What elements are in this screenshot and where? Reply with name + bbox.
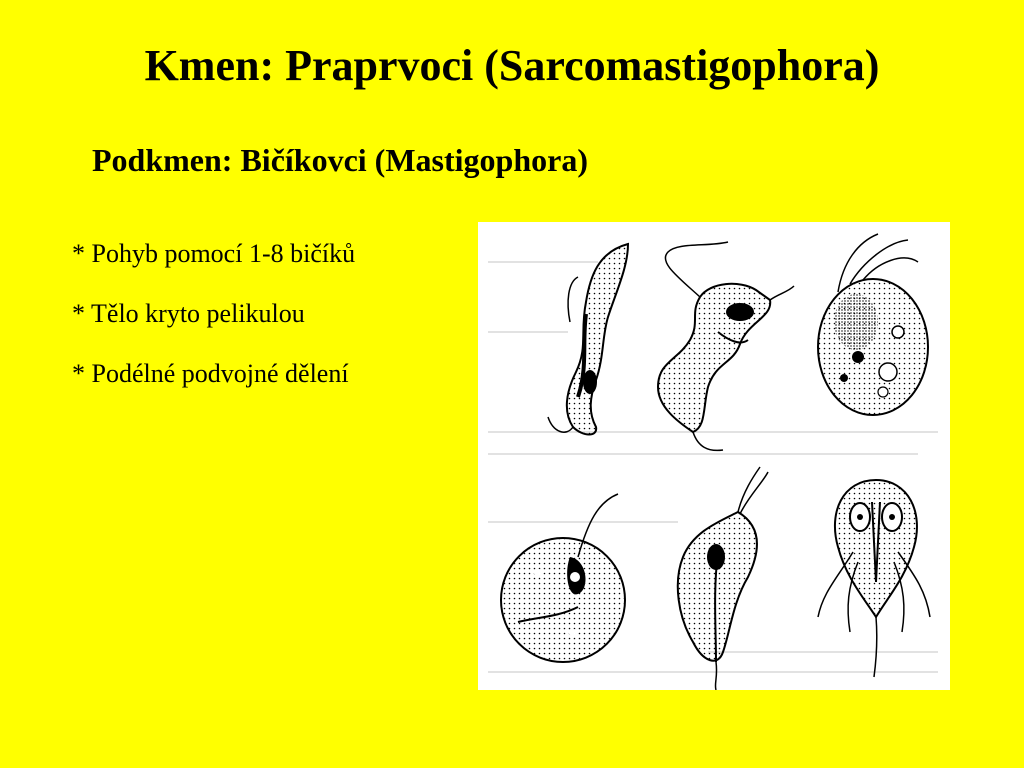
trichomonas-drawing — [818, 234, 928, 415]
flagellates-illustration — [478, 222, 950, 690]
trypanosome-drawing — [548, 244, 628, 435]
leishmania-drawing — [658, 242, 794, 450]
bullet-list — [72, 238, 355, 418]
flagellates-drawing — [478, 222, 950, 690]
bullet-item: * Pohyb pomocí 1-8 bičíků — [72, 239, 356, 268]
slide-title: Kmen: Praprvoci (Sarcomastigophora) — [144, 41, 880, 90]
slide-subtitle: Podkmen: Bičíkovci (Mastigophora) — [92, 142, 588, 178]
giardia-drawing — [818, 480, 930, 677]
round-flagellate-drawing — [501, 494, 625, 662]
bullet-item: * Podélné podvojné dělení — [72, 359, 349, 388]
bullet-item: * Tělo kryto pelikulou — [72, 299, 305, 328]
undulating-flagellate-drawing — [678, 467, 768, 690]
